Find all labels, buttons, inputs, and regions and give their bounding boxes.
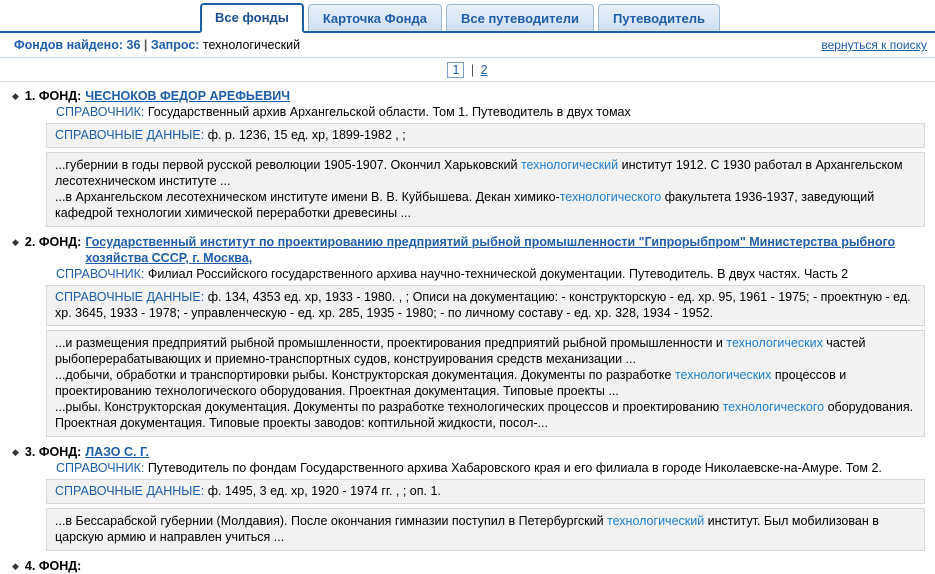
snippet-part: ...губернии в годы первой русской революции 1905-1907. Окончил Харьковский	[55, 158, 521, 172]
page-separator: |	[470, 63, 475, 77]
guide-text: Филиал Российского государственного архива научно-технической документации. Путеводитель. В двух частях. Часть 2	[147, 267, 849, 281]
reference-label: СПРАВОЧНЫЕ ДАННЫЕ:	[55, 484, 205, 498]
result-header	[10, 558, 925, 574]
snippet-part: институт. Был мобилизован в царскую армию и направлен учиться ...	[55, 514, 879, 544]
query-label: Запрос:	[150, 38, 200, 52]
snippet-highlight: технологический	[607, 514, 705, 528]
snippet-part: ...рыбы. Конструкторская документация. Документы по разработке технологических процессов и проектированию	[55, 400, 723, 414]
guide-text: Путеводитель по фондам Государственного архива Хабаровского края и его филиала в городе Николаевске-на-Амуре. Том 2.	[147, 461, 882, 475]
snippet-part: процессов и проектированию технологического оборудования. Проектная документация. Типовые проекты ...	[55, 368, 847, 398]
snippet-part: частей рыбоперерабатывающих и приемно-транспортных судов, конструирования средств механизации ...	[55, 336, 866, 366]
reference-label: СПРАВОЧНЫЕ ДАННЫЕ:	[55, 290, 205, 304]
fond-index-label: 2. ФОНД:	[24, 235, 82, 249]
guide-label: СПРАВОЧНИК:	[56, 105, 145, 119]
tab-label: Все путеводители	[460, 11, 579, 26]
fond-name-link[interactable]: Государственный институт по проектированию предприятий рыбной промышленности "Гипрорыбпром" Министерства рыбного хозяйства СССР, г. Москва,	[85, 235, 896, 265]
tab-label: Карточка Фонда	[322, 11, 427, 26]
snippet	[55, 513, 916, 545]
snippet-part: институт 1912. С 1930 работал в Архангельском лесотехническом институте ...	[55, 158, 903, 188]
list-item	[10, 234, 925, 437]
tab-fund-card[interactable]	[308, 4, 442, 31]
pagination	[0, 58, 935, 82]
tab-label: Путеводитель	[612, 11, 705, 26]
info-bar	[0, 33, 935, 58]
guide-text: Государственный архив Архангельской области. Том 1. Путеводитель в двух томах	[147, 105, 631, 119]
snippet-highlight: технологического	[722, 400, 825, 414]
bullet-icon: ◆	[12, 447, 19, 457]
tab-all-guides[interactable]	[446, 4, 594, 31]
guide-line	[56, 104, 925, 120]
query-value: технологический	[202, 38, 301, 52]
reference-data-box	[46, 285, 925, 326]
fond-name-link[interactable]: ЛАЗО С. Г.	[85, 445, 149, 459]
result-summary	[14, 33, 300, 57]
reference-text: ф. 1495, 3 ед. хр, 1920 - 1974 гг. , ; оп. 1.	[207, 484, 441, 498]
fond-index-label: 1. ФОНД:	[24, 89, 82, 103]
summary-separator: |	[143, 38, 148, 52]
tab-all-funds[interactable]	[200, 3, 304, 33]
found-count: 36	[126, 38, 141, 52]
fond-index-label: 4. ФОНД:	[24, 559, 82, 573]
tab-bar	[0, 0, 935, 33]
result-header	[10, 88, 925, 104]
snippet-highlight: технологический	[520, 158, 619, 172]
snippet-box	[46, 508, 925, 551]
snippet-part: ...в Бессарабской губернии (Молдавия). После окончания гимназии поступил в Петербургский	[55, 514, 608, 528]
reference-text: ф. р. 1236, 15 ед. хр, 1899-1982 , ;	[207, 128, 406, 142]
snippet	[55, 399, 916, 431]
found-label: Фондов найдено:	[14, 38, 124, 52]
bullet-icon: ◆	[12, 237, 19, 247]
guide-label: СПРАВОЧНИК:	[56, 267, 145, 281]
snippet-part: оборудования. Проектная документация. Типовые проекты заводов: коптильной жидкости, посол-...	[55, 400, 914, 430]
snippet	[55, 335, 916, 367]
result-header	[10, 444, 925, 460]
page-next[interactable]: 2	[480, 63, 488, 77]
bullet-icon: ◆	[12, 561, 19, 571]
snippet-highlight: технологических	[726, 336, 823, 350]
result-header	[10, 234, 925, 266]
page-current[interactable]: 1	[447, 62, 464, 78]
snippet-part: ...добычи, обработки и транспортировки рыбы. Конструкторская документация. Документы по разработке	[55, 368, 675, 382]
fond-name-link[interactable]: ЧЕСНОКОВ ФЕДОР АРЕФЬЕВИЧ	[85, 89, 290, 103]
list-item	[10, 558, 925, 574]
back-to-search-link[interactable]: вернуться к поиску	[821, 38, 927, 52]
snippet-part: ...и размещения предприятий рыбной промышленности, проектирования предприятий рыбной промышленности и	[55, 336, 727, 350]
list-item	[10, 444, 925, 551]
snippet-box	[46, 330, 925, 437]
reference-text: ф. 134, 4353 ед. хр, 1933 - 1980. , ; Описи на документацию: - конструкторскую - ед. хр. 95, 1961 - 1975; - проектную - ед. хр. 3645, 1933 - 1978; - управленческую - ед. хр. 285, 1935 - 1980; - по личному составу - ед. хр. 328, 1934 - 1952.	[55, 290, 911, 320]
tab-label: Все фонды	[215, 10, 289, 25]
reference-data-box	[46, 123, 925, 148]
snippet-part: факультета 1936-1937, заведующий кафедрой технологии химической переработки древесины ...	[55, 190, 875, 220]
reference-data-box	[46, 479, 925, 504]
reference-label: СПРАВОЧНЫЕ ДАННЫЕ:	[55, 128, 205, 142]
snippet-box	[46, 152, 925, 227]
tab-guide[interactable]	[598, 4, 720, 31]
snippet	[55, 367, 916, 399]
snippet-part: ...в Архангельском лесотехническом институте имени В. В. Куйбышева. Декан химико-	[55, 190, 560, 204]
guide-line	[56, 266, 925, 282]
fond-index-label: 3. ФОНД:	[24, 445, 82, 459]
bullet-icon: ◆	[12, 91, 19, 101]
snippet	[55, 157, 916, 189]
snippet-highlight: технологического	[559, 190, 662, 204]
guide-label: СПРАВОЧНИК:	[56, 461, 145, 475]
snippet-highlight: технологических	[674, 368, 772, 382]
guide-line	[56, 460, 925, 476]
snippet	[55, 189, 916, 221]
results-list	[0, 82, 935, 574]
list-item	[10, 88, 925, 227]
